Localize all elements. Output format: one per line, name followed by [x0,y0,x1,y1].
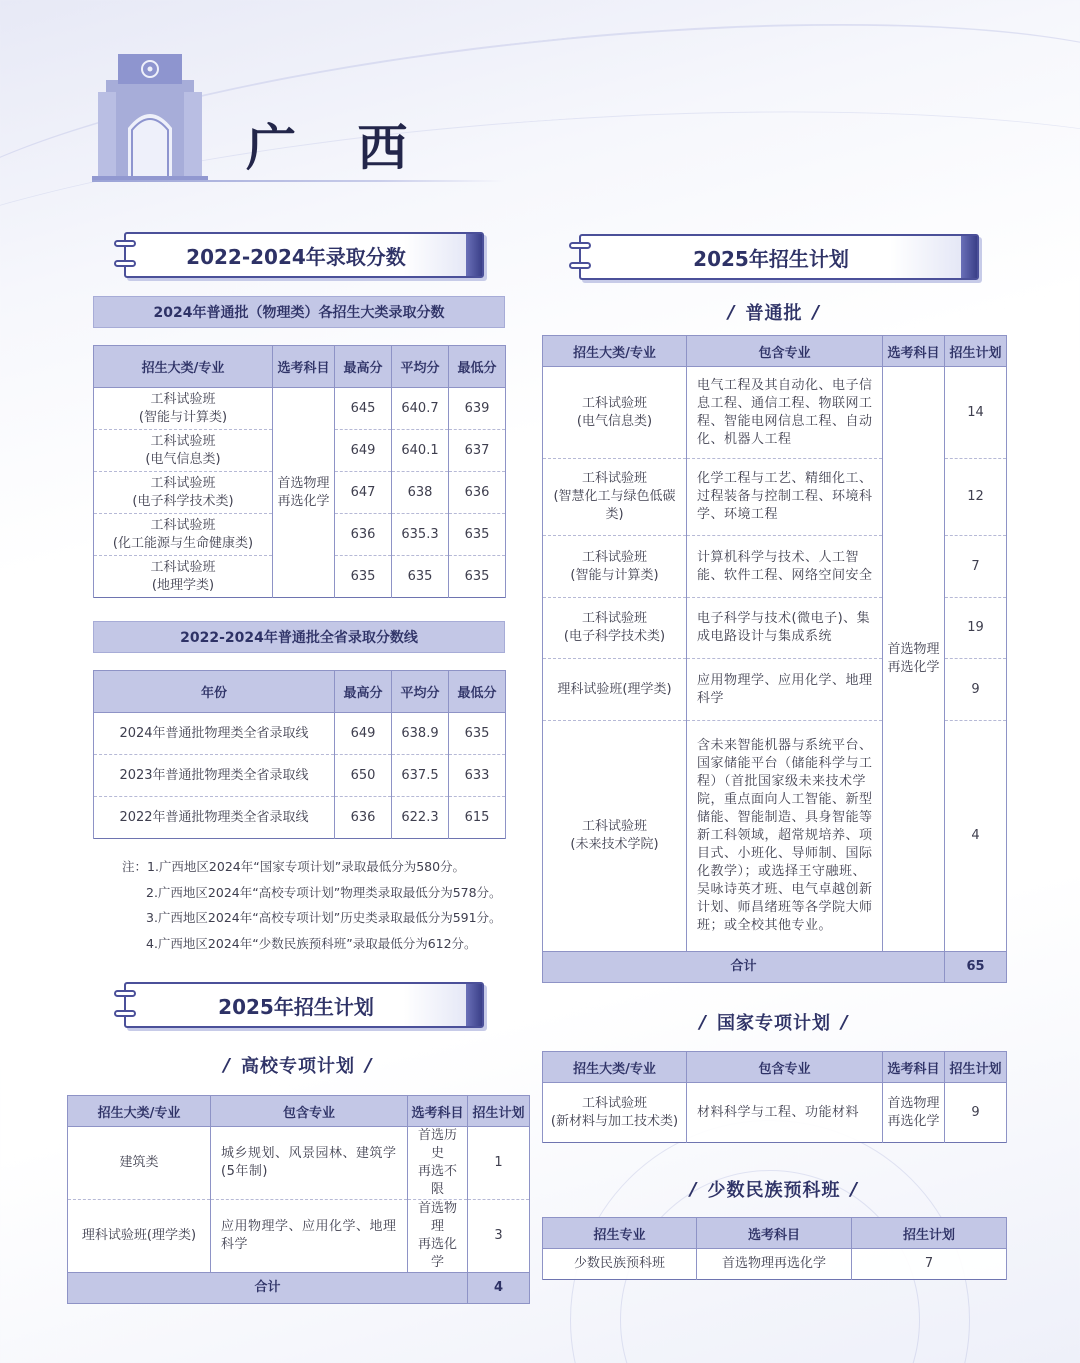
table-caption: 2022-2024年普通批全省录取分数线 [93,621,505,653]
majors-line: 能、软件工程、网络空间安全 [697,567,873,583]
note: 4.广西地区2024年“少数民族预科班”录取最低分为612分。 [146,935,477,951]
plan-count: 9 [945,659,1007,721]
major-name: 工科试验班 [150,559,216,575]
subject-line: 再选不限 [417,1164,457,1197]
majors-line: 应用物理学、应用化学、地理 [221,1219,397,1234]
avg-score: 638.9 [392,713,449,755]
gaoxiao-plan-table [67,1095,530,1304]
minzu-plan-table [542,1217,1007,1280]
column-header: 选考科目 [697,1218,852,1249]
column-header: 选考科目 [408,1096,468,1127]
majors-line: 过程装备与控制工程、环境科 [697,489,873,504]
subsection-title: / 高校专项计划 / [67,1050,529,1080]
majors-line: 科学 [221,1237,249,1252]
major-name: 理科试验班(理学类) [68,1200,211,1273]
column-header: 招生大类/专业 [68,1096,211,1127]
majors-line: 院，重点面向人工智能、新型 [697,792,873,807]
major-name: 工科试验班 [581,549,647,565]
table-row [68,1200,530,1273]
column-header: 招生大类/专业 [543,1052,687,1083]
column-header: 平均分 [392,346,449,388]
plan-count: 7 [852,1249,1007,1280]
putong-plan-table [542,335,1007,983]
max-score: 649 [335,713,392,755]
major-category: (化工能源与生命健康类) [112,535,254,551]
majors-line: 含未来智能机器与系统平台、 [697,738,873,753]
majors-line: 目式、小班化、导师制、国际 [697,846,873,861]
column-header: 最高分 [335,671,392,713]
column-header: 选考科目 [883,1052,945,1083]
major-name: 工科试验班 [150,433,216,449]
subsection-label: 高校专项计划 [241,1056,355,1077]
subject-line: 首选物理 [887,642,940,657]
major-category: (电气信息类) [145,451,221,467]
subsection-label: 少数民族预科班 [707,1180,841,1201]
table-row [68,1127,530,1200]
column-header: 招生计划 [945,1052,1007,1083]
min-score: 635 [449,713,506,755]
majors-line: 计算机科学与技术、人工智 [697,549,860,565]
major-name: 建筑类 [68,1127,211,1200]
min-score: 639 [449,388,506,430]
plan-count: 1 [468,1127,530,1200]
majors-line: 计划、师昌绪班等各学院大师 [697,900,873,915]
major-name: 工科试验班 [581,471,647,486]
scores-by-major-table [93,345,506,598]
major-category: (智能与计算类) [570,567,659,583]
subsection-title: / 国家专项计划 / [542,1007,1006,1037]
min-score: 615 [449,797,506,839]
table-row [94,755,506,797]
majors-line: 息工程、通信工程、物联网工 [697,395,873,411]
majors-line: 学、环境工程 [697,507,779,522]
banner-title: 2025年招生计划 [218,994,374,1019]
subject-line: 首选物理 [887,1095,940,1111]
total-label: 合计 [68,1273,468,1304]
min-score: 636 [449,472,506,514]
min-score: 635 [449,514,506,556]
subject-line: 再选化学 [887,1113,940,1129]
majors-line: 储能、智能制造、具身智能等 [697,810,873,825]
table-row [94,797,506,839]
province-title: 广 西 [246,118,430,177]
table-caption: 2024年普通批（物理类）各招生大类录取分数 [93,296,505,328]
majors-line: 科学 [697,690,725,706]
avg-score: 637.5 [392,755,449,797]
min-score: 635 [449,556,506,598]
majors-line: 应用物理学、应用化学、地理 [697,672,873,688]
total-count: 65 [945,952,1007,983]
column-header: 招生大类/专业 [543,336,687,367]
column-header: 最低分 [449,346,506,388]
major-category: (智能与计算类) [138,409,228,425]
major-name: 工科试验班 [581,611,647,626]
major-name: 工科试验班 [150,517,216,533]
guojia-plan-table [542,1051,1007,1143]
total-row [68,1273,530,1304]
avg-score: 640.1 [392,430,449,472]
header-divider [92,180,504,182]
note: 2.广西地区2024年“高校专项计划”物理类录取最低分为578分。 [146,884,502,900]
major-name: 工科试验班 [581,1095,647,1111]
subsection-title: / 普通批 / [542,297,1006,327]
avg-score: 635 [392,556,449,598]
table-row [543,367,1007,459]
major-category: (新材料与加工技术类) [550,1113,679,1129]
major-category: (未来技术学院) [570,837,659,852]
major-category: (智慧化工与绿色低碳类) [553,489,676,522]
majors-line: 电子科学与技术(微电子)、集 [697,611,871,626]
campus-gate-icon [92,50,208,182]
table-row [543,1083,1007,1143]
column-header: 包含专业 [211,1096,408,1127]
subject-line: 首选物理 [277,475,330,491]
subject-line: 首选物理再选化学 [697,1249,852,1280]
major-category: (电气信息类) [576,413,653,429]
note: 注：1.广西地区2024年“国家专项计划”录取最低分为580分。 [122,859,466,874]
plan-count: 14 [945,367,1007,459]
major-name: 理科试验班(理学类) [557,681,672,697]
note: 3.广西地区2024年“高校专项计划”历史类录取最低分为591分。 [146,910,502,925]
banner-title: 2022-2024年录取分数 [186,244,406,269]
total-count: 4 [468,1273,530,1304]
majors-line: 班；或全校其他专业。 [697,918,833,933]
column-header: 选考科目 [883,336,945,367]
subject-line: 首选历史 [417,1128,457,1161]
majors-line: 成电路设计与集成系统 [697,629,833,644]
cutoff-line-label: 2022年普通批物理类全省录取线 [94,797,335,839]
major-category: (电子科学技术类) [132,493,234,509]
avg-score: 635.3 [392,514,449,556]
column-header: 选考科目 [273,346,335,388]
max-score: 636 [335,514,392,556]
major-name: 工科试验班 [150,475,216,491]
max-score: 635 [335,556,392,598]
plan-count: 3 [468,1200,530,1273]
max-score: 645 [335,388,392,430]
subject-line: 再选化学 [417,1237,457,1270]
majors-line: 材料科学与工程、功能材料 [687,1083,883,1143]
cutoff-line-label: 2023年普通批物理类全省录取线 [94,755,335,797]
majors-line: 吴咏诗英才班、电气卓越创新 [697,882,873,897]
banner-title: 2025年招生计划 [693,246,849,271]
avg-score: 640.7 [392,388,449,430]
table-row [94,713,506,755]
majors-line: 化、机器人工程 [697,431,792,447]
majors-line: 新工科领域，超常规培养、项 [697,828,873,843]
section-banner-plan [114,982,484,1028]
column-header: 招生大类/专业 [94,346,273,388]
total-label: 合计 [543,952,945,983]
majors-line: 国家储能平台（储能科学与工 [697,756,873,771]
avg-score: 622.3 [392,797,449,839]
subsection-title: / 少数民族预科班 / [542,1174,1006,1204]
total-row [543,952,1007,983]
column-header: 最高分 [335,346,392,388]
avg-score: 638 [392,472,449,514]
major-name: 少数民族预科班 [543,1249,697,1280]
column-header: 包含专业 [687,336,883,367]
column-header: 招生专业 [543,1218,697,1249]
plan-count: 4 [945,721,1007,952]
min-score: 633 [449,755,506,797]
min-score: 637 [449,430,506,472]
major-name: 工科试验班 [581,395,647,411]
max-score: 647 [335,472,392,514]
majors-line: 程）（首批国家级未来技术学 [697,774,867,789]
majors-line: 化教学）；或选择王守融班、 [697,864,867,879]
max-score: 636 [335,797,392,839]
column-header: 招生计划 [945,336,1007,367]
majors-line: 城乡规划、风景园林、建筑学 [221,1146,397,1161]
major-name: 工科试验班 [150,391,216,407]
major-name: 工科试验班 [581,819,647,834]
plan-count: 19 [945,598,1007,659]
majors-line: 化学工程与工艺、精细化工、 [697,471,873,486]
province-cutoff-table [93,670,506,839]
table-row [543,1249,1007,1280]
majors-line: (5年制) [221,1164,268,1179]
column-header: 招生计划 [852,1218,1007,1249]
column-header: 平均分 [392,671,449,713]
plan-count: 7 [945,536,1007,598]
plan-count: 12 [945,459,1007,536]
column-header: 招生计划 [468,1096,530,1127]
cutoff-line-label: 2024年普通批物理类全省录取线 [94,713,335,755]
table-row [94,388,506,430]
subject-line: 再选化学 [277,493,330,509]
column-header: 包含专业 [687,1052,883,1083]
column-header: 最低分 [449,671,506,713]
subject-line: 再选化学 [887,660,940,675]
max-score: 650 [335,755,392,797]
subsection-label: 普通批 [745,303,803,324]
major-category: (地理学类) [151,577,215,593]
column-header: 年份 [94,671,335,713]
max-score: 649 [335,430,392,472]
subsection-label: 国家专项计划 [717,1013,831,1034]
section-banner-plan [569,234,979,280]
majors-line: 程、智能电网信息工程、自动 [697,413,873,429]
section-banner-scores [114,232,484,278]
majors-line: 电气工程及其自动化、电子信 [697,377,873,393]
plan-count: 9 [945,1083,1007,1143]
footnotes [122,854,502,956]
major-category: (电子科学技术类) [563,629,666,644]
subject-line: 首选物理 [417,1201,457,1234]
